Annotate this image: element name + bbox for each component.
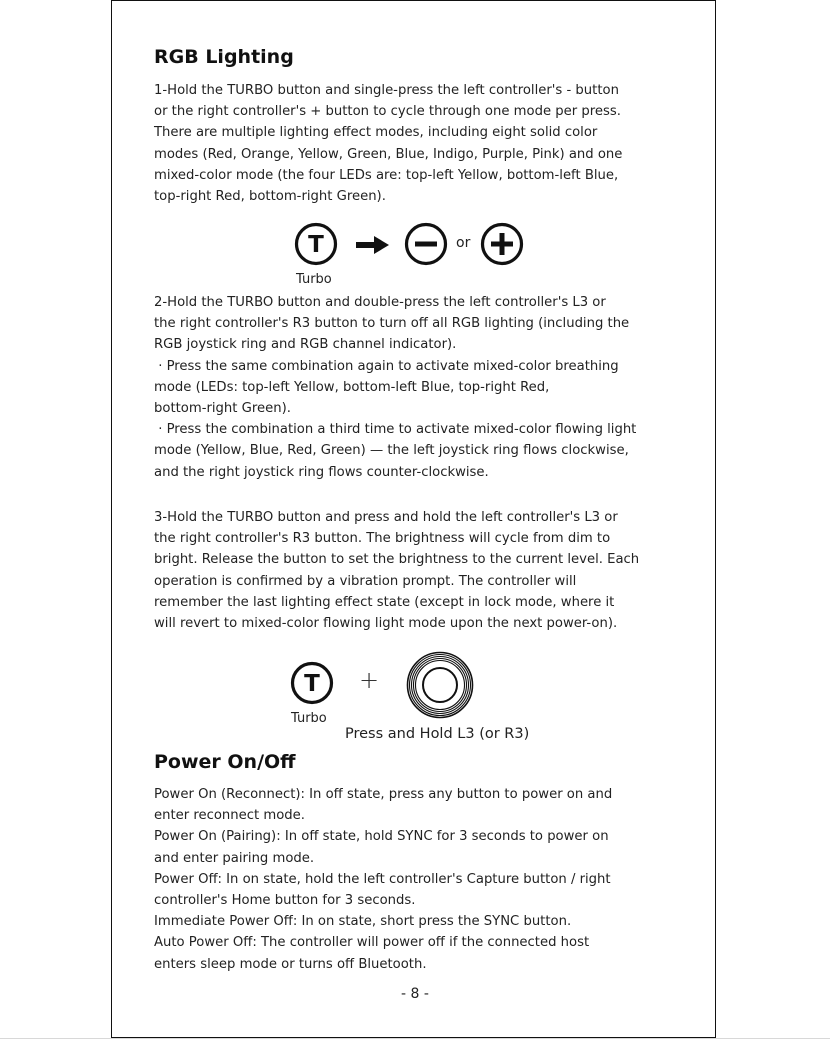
- power-on-off-heading: Power On/Off: [154, 751, 296, 773]
- text-line: mode (Yellow, Blue, Red, Green) — the left joystick ring flows clockwise,: [154, 443, 629, 459]
- text-line: the right controller's R3 button. The brightness will cycle from dim to: [154, 531, 611, 547]
- text-line: enter reconnect mode.: [154, 808, 305, 824]
- text-line: · Press the same combination again to activate mixed-color breathing: [154, 358, 619, 374]
- text-line: There are multiple lighting effect modes, including eight solid color: [154, 125, 598, 141]
- text-line: or the right controller's + button to cycle through one mode per press.: [154, 104, 621, 120]
- text-line: Power On (Pairing): In off state, hold SYNC for 3 seconds to power on: [154, 829, 609, 845]
- rgb-lighting-heading: RGB Lighting: [154, 46, 294, 68]
- page-bottom-divider: [0, 1038, 830, 1039]
- text-line: mode (LEDs: top-left Yellow, bottom-left Blue, top-right Red,: [154, 379, 550, 395]
- press-hold-caption: Press and Hold L3 (or R3): [345, 726, 530, 742]
- text-line: controller's Home button for 3 seconds.: [154, 892, 416, 908]
- page-number: - 8 -: [401, 986, 429, 1002]
- rgb-paragraph-2: [154, 292, 694, 483]
- text-line: 3-Hold the TURBO button and press and hold the left controller's L3 or: [154, 510, 618, 525]
- rgb-paragraph-3: [154, 507, 694, 634]
- plus-button-icon: [480, 222, 524, 266]
- minus-button-icon: [404, 222, 448, 266]
- text-line: 1-Hold the TURBO button and single-press the left controller's - button: [154, 83, 619, 98]
- text-line: mixed-color mode (the four LEDs are: top-left Yellow, bottom-left Blue,: [154, 167, 619, 183]
- text-line: RGB joystick ring and RGB channel indicator).: [154, 337, 457, 353]
- text-line: remember the last lighting effect state (except in lock mode, where it: [154, 594, 615, 610]
- text-line: Power Off: In on state, hold the left controller's Capture button / right: [154, 871, 611, 887]
- rgb-paragraph-1: [154, 80, 694, 207]
- turbo-label: Turbo: [296, 272, 332, 287]
- text-line: the right controller's R3 button to turn off all RGB lighting (including the: [154, 316, 630, 332]
- right-arrow-icon: [356, 236, 390, 254]
- power-paragraph: [154, 784, 694, 975]
- turbo-glyph: T: [308, 232, 324, 258]
- text-line: and enter pairing mode.: [154, 850, 315, 866]
- text-line: operation is confirmed by a vibration prompt. The controller will: [154, 573, 577, 589]
- text-line: · Press the combination a third time to activate mixed-color flowing light: [154, 422, 637, 438]
- text-line: and the right joystick ring flows counter-clockwise.: [154, 464, 489, 480]
- joystick-icon: [406, 651, 474, 719]
- text-line: will revert to mixed-color flowing light mode upon the next power-on).: [154, 615, 618, 631]
- text-line: modes (Red, Orange, Yellow, Green, Blue, Indigo, Purple, Pink) and one: [154, 146, 623, 162]
- text-line: bright. Release the button to set the brightness to the current level. Each: [154, 552, 640, 568]
- text-line: bottom-right Green).: [154, 400, 291, 416]
- turbo-glyph: T: [304, 671, 320, 697]
- turbo-button-icon: [290, 661, 334, 705]
- text-line: top-right Red, bottom-right Green).: [154, 188, 386, 204]
- text-line: Immediate Power Off: In on state, short press the SYNC button.: [154, 914, 572, 930]
- or-label: or: [456, 235, 471, 251]
- plus-sign: +: [359, 666, 380, 694]
- text-line: enters sleep mode or turns off Bluetooth.: [154, 956, 427, 972]
- text-line: Auto Power Off: The controller will power off if the connected host: [154, 935, 590, 951]
- turbo-button-icon: [294, 222, 338, 266]
- text-line: 2-Hold the TURBO button and double-press the left controller's L3 or: [154, 295, 606, 310]
- text-line: Power On (Reconnect): In off state, press any button to power on and: [154, 787, 613, 802]
- turbo-label: Turbo: [291, 711, 327, 726]
